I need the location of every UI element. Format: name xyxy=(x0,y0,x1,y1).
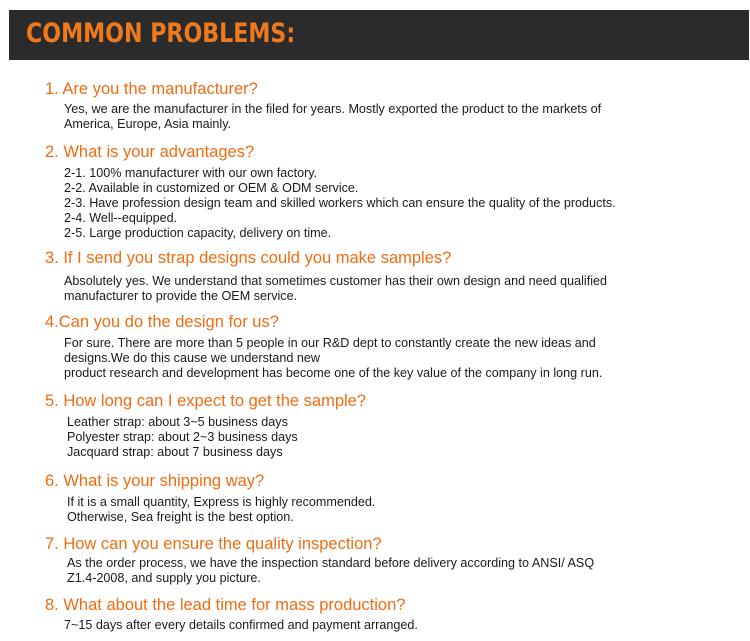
header-banner xyxy=(9,10,749,60)
answer-line: 2-2. Available in customized or OEM & ODM service. xyxy=(64,181,359,195)
answer-line: product research and development has become one of the key value of the company in long run. xyxy=(64,366,603,380)
answer-line: 2-1. 100% manufacturer with our own factory. xyxy=(64,166,318,180)
faq-answer-1 xyxy=(64,102,601,132)
answer-line: 2-4. Well--equipped. xyxy=(64,211,178,225)
answer-line: Absolutely yes. We understand that sometimes customer has their own design and need qualified xyxy=(64,274,608,288)
answer-line: manufacturer to provide the OEM service. xyxy=(64,289,298,303)
faq-answer-4 xyxy=(64,336,602,381)
faq-question-1: 1. Are you the manufacturer? xyxy=(45,80,258,98)
faq-question-7: 7. How can you ensure the quality inspection? xyxy=(45,535,382,553)
faq-question-4: 4.Can you do the design for us? xyxy=(45,313,279,331)
faq-question-5: 5. How long can I expect to get the sample? xyxy=(45,392,367,410)
answer-line: America, Europe, Asia mainly. xyxy=(64,117,232,131)
faq-answer-2 xyxy=(64,166,616,241)
answer-line: For sure. There are more than 5 people in our R&D dept to constantly create the new ideas and xyxy=(64,336,596,350)
answer-line: If it is a small quantity, Express is highly recommended. xyxy=(67,495,376,509)
answer-line: Polyester strap: about 2~3 business days xyxy=(67,430,298,444)
faq-answer-6 xyxy=(67,495,375,525)
answer-line: 7~15 days after every details confirmed and payment arranged. xyxy=(64,618,418,632)
answer-line: 2-3. Have profession design team and skilled workers which can ensure the quality of the products. xyxy=(64,196,616,210)
faq-question-2: 2. What is your advantages? xyxy=(45,143,255,161)
answer-line: Leather strap: about 3~5 business days xyxy=(67,415,288,429)
faq-question-8: 8. What about the lead time for mass production? xyxy=(45,596,406,614)
answer-line: Jacquard strap: about 7 business days xyxy=(67,445,283,459)
answer-line: Otherwise, Sea freight is the best option. xyxy=(67,510,294,524)
faq-answer-8 xyxy=(64,618,418,633)
page-title: COMMON PROBLEMS: xyxy=(26,18,296,49)
answer-line: 2-5. Large production capacity, delivery on time. xyxy=(64,226,332,240)
faq-question-3: 3. If I send you strap designs could you make samples? xyxy=(45,249,452,267)
faq-question-6: 6. What is your shipping way? xyxy=(45,472,265,490)
answer-line: Z1.4-2008, and supply you picture. xyxy=(67,571,261,585)
faq-answer-5 xyxy=(67,415,298,460)
answer-line: designs.We do this cause we understand new xyxy=(64,351,320,365)
answer-line: Yes, we are the manufacturer in the filed for years. Mostly exported the product to the markets of xyxy=(64,102,602,116)
answer-line: As the order process, we have the inspection standard before delivery according to ANSI/ ASQ xyxy=(67,556,595,570)
faq-answer-3 xyxy=(64,274,607,304)
faq-answer-7 xyxy=(67,556,594,586)
